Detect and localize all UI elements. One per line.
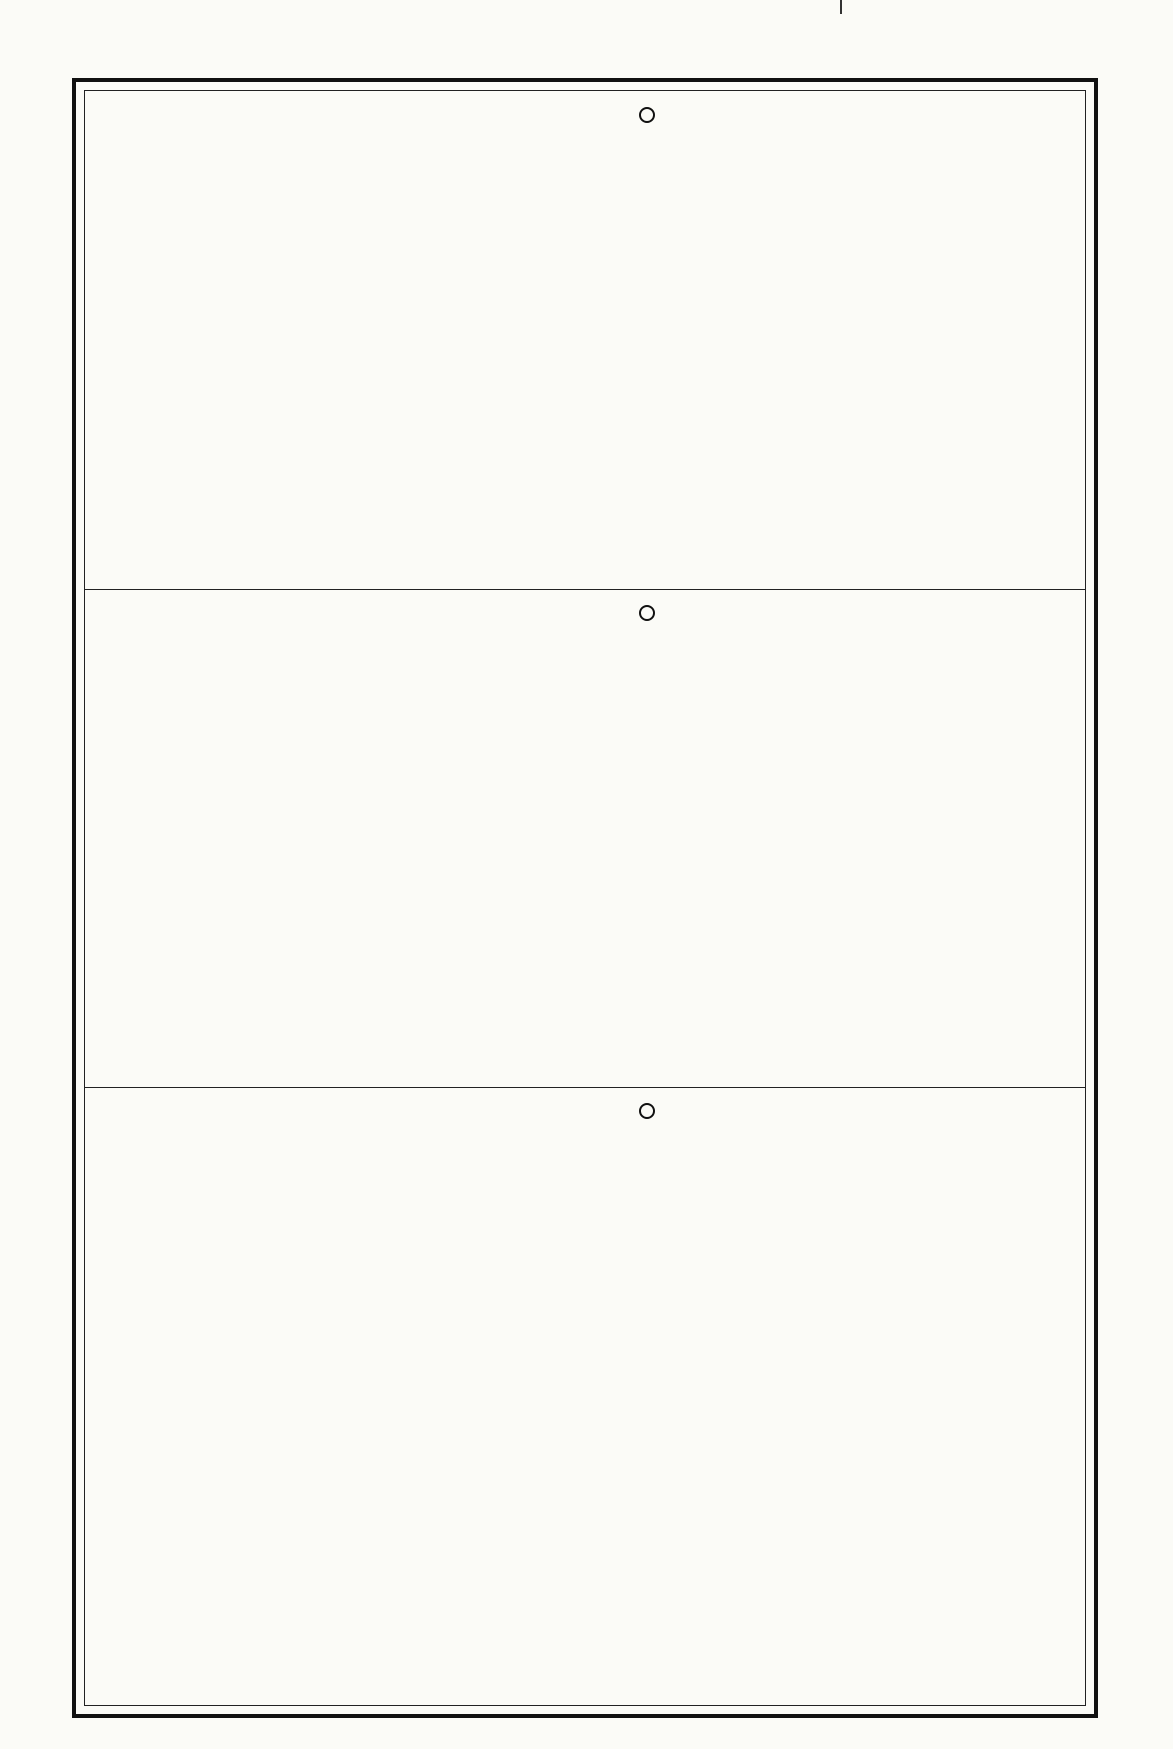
text-column <box>192 125 244 637</box>
text-column <box>355 1121 407 1633</box>
text-column <box>1007 623 1059 1135</box>
inner-frame <box>84 90 1086 1706</box>
section-mark-circle-3 <box>639 1103 655 1119</box>
text-column <box>763 1121 815 1633</box>
text-column <box>355 125 407 637</box>
text-column <box>926 623 978 1135</box>
text-column <box>600 125 652 637</box>
text-column <box>274 125 326 637</box>
text-column <box>681 623 733 1135</box>
text-column <box>926 1121 978 1633</box>
text-column <box>600 1121 652 1633</box>
text-column <box>926 125 978 637</box>
text-column <box>844 623 896 1135</box>
page-frame <box>72 78 1098 1718</box>
text-column <box>111 623 163 1135</box>
text-column <box>763 125 815 637</box>
text-column <box>437 623 489 1135</box>
text-column <box>1007 1121 1059 1633</box>
text-section-3 <box>85 1087 1085 1647</box>
text-column <box>681 1121 733 1633</box>
text-column <box>111 1121 163 1633</box>
text-column <box>518 623 570 1135</box>
text-column <box>437 125 489 637</box>
text-column <box>844 125 896 637</box>
text-column <box>274 1121 326 1633</box>
section-mark-circle-2 <box>639 605 655 621</box>
text-column <box>844 1121 896 1633</box>
text-section-2 <box>85 589 1085 1149</box>
text-column <box>192 1121 244 1633</box>
text-column <box>111 125 163 637</box>
text-column <box>763 623 815 1135</box>
text-column <box>437 1121 489 1633</box>
text-column <box>355 623 407 1135</box>
top-tick-mark <box>840 0 842 14</box>
text-column <box>274 623 326 1135</box>
text-column <box>681 125 733 637</box>
text-section-1 <box>85 91 1085 651</box>
text-column <box>192 623 244 1135</box>
text-column <box>1007 125 1059 637</box>
section-mark-circle-1 <box>639 107 655 123</box>
text-column <box>600 623 652 1135</box>
text-column <box>518 1121 570 1633</box>
text-column <box>518 125 570 637</box>
